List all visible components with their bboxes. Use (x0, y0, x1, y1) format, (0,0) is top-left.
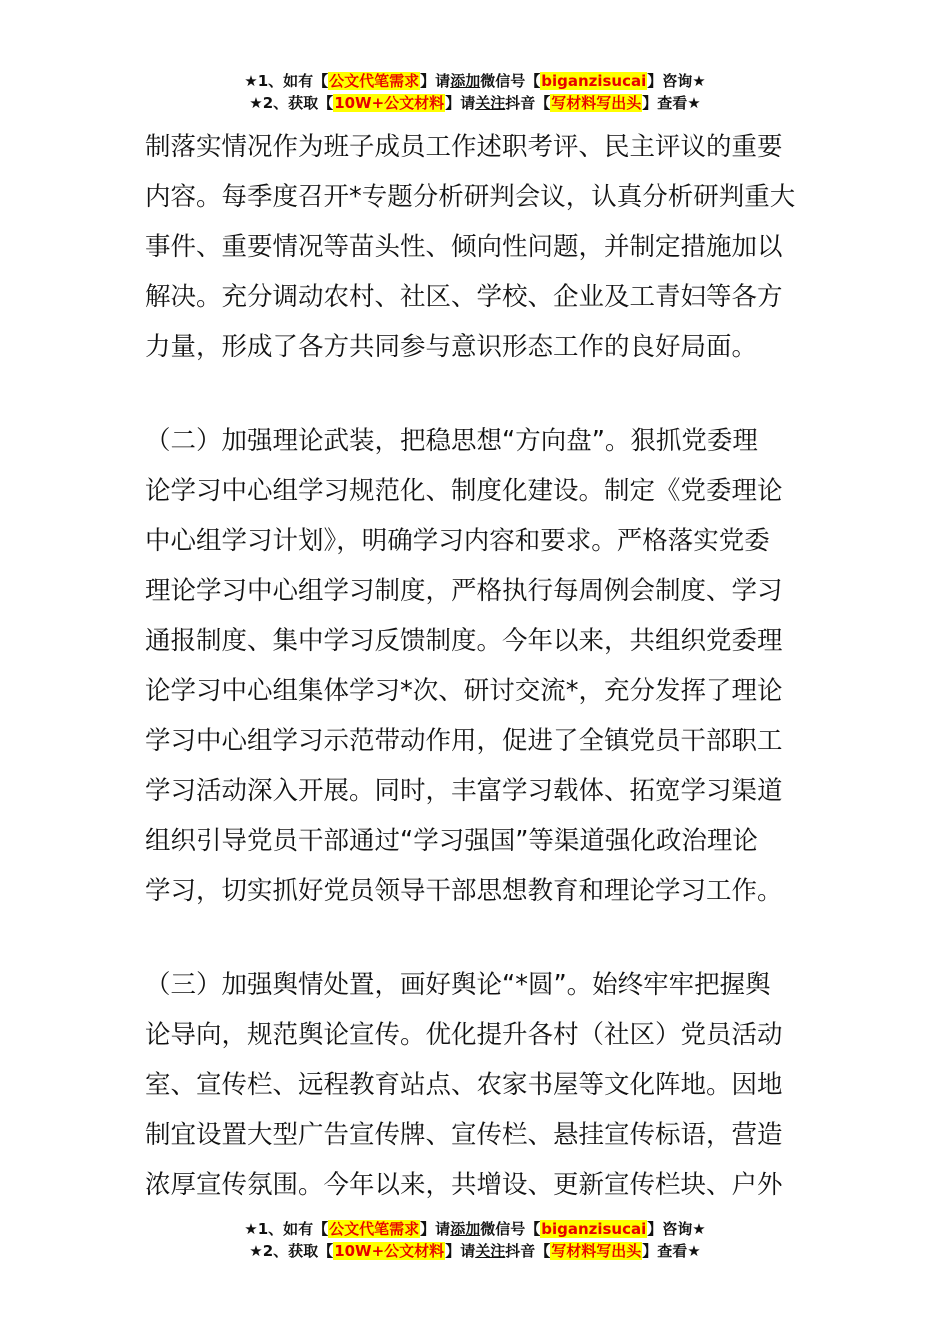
paragraph (145, 122, 809, 372)
document-body (145, 122, 809, 1210)
text-line: 学习中心组学习示范带动作用，促进了全镇党员干部职工 (145, 726, 783, 756)
text-line: 论学习中心组集体学习*次、研讨交流*，充分发挥了理论 (145, 676, 783, 706)
banner-text: 】查看★ (642, 94, 701, 112)
text-line: 理论学习中心组学习制度，严格执行每周例会制度、学习 (145, 576, 783, 606)
banner-text: 抖音【 (505, 94, 551, 112)
banner-highlight: 10W+公文材料 (334, 94, 445, 112)
banner-text: 】请 (445, 94, 476, 112)
text-line: 力量，形成了各方共同参与意识形态工作的良好局面。 (145, 332, 758, 362)
banner-line-2 (0, 92, 950, 114)
banner-text: 微信号【 (480, 1220, 541, 1238)
text-line: （二）加强理论武装，把稳思想“方向盘”。狠抓党委理 (145, 426, 758, 456)
text-line: 学习活动深入开展。同时，丰富学习载体、拓宽学习渠道 (145, 776, 783, 806)
banner-underlined: 关注 (475, 1242, 506, 1260)
text-line: （三）加强舆情处置，画好舆论“*圆”。始终牢牢把握舆 (145, 970, 771, 1000)
banner-highlight: 写材料写出头 (551, 94, 642, 112)
text-line: 浓厚宣传氛围。今年以来，共增设、更新宣传栏块、户外 (145, 1170, 783, 1200)
text-line: 制落实情况作为班子成员工作述职考评、民主评议的重要 (145, 132, 783, 162)
text-line: 论学习中心组学习规范化、制度化建设。制定《党委理论 (145, 476, 783, 506)
banner-text: 】查看★ (642, 1242, 701, 1260)
banner-text: 】请 (445, 1242, 476, 1260)
text-line: 论导向，规范舆论宣传。优化提升各村（社区）党员活动 (145, 1020, 783, 1050)
banner-highlight: 公文代笔需求 (329, 1220, 420, 1238)
paragraph-gap (145, 916, 809, 960)
banner-highlight: 写材料写出头 (551, 1242, 642, 1260)
text-line: 事件、重要情况等苗头性、倾向性问题，并制定措施加以 (145, 232, 783, 262)
banner-highlight: biganzisucai (541, 1220, 647, 1238)
banner-highlight: biganzisucai (541, 72, 647, 90)
banner-underlined: 关注 (475, 94, 506, 112)
banner-highlight: 公文代笔需求 (329, 72, 420, 90)
text-line: 学习，切实抓好党员领导干部思想教育和理论学习工作。 (145, 876, 783, 906)
text-line: 室、宣传栏、远程教育站点、农家书屋等文化阵地。因地 (145, 1070, 783, 1100)
banner-text: ★2、获取【 (249, 94, 334, 112)
text-line: 制宜设置大型广告宣传牌、宣传栏、悬挂宣传标语，营造 (145, 1120, 783, 1150)
banner-text: ★1、如有【 (244, 72, 329, 90)
header-banner (0, 70, 950, 114)
banner-text: 微信号【 (480, 72, 541, 90)
banner-text: ★2、获取【 (249, 1242, 334, 1260)
banner-underlined: 添加 (450, 72, 481, 90)
banner-highlight: 10W+公文材料 (334, 1242, 445, 1260)
banner-text: ★1、如有【 (244, 1220, 329, 1238)
banner-line-1 (0, 1218, 950, 1240)
banner-text: 】咨询★ (647, 1220, 706, 1238)
banner-text: 】请 (420, 72, 451, 90)
text-line: 中心组学习计划》，明确学习内容和要求。严格落实党委 (145, 526, 770, 556)
text-line: 解决。充分调动农村、社区、学校、企业及工青妇等各方 (145, 282, 783, 312)
banner-text: 】咨询★ (647, 72, 706, 90)
banner-line-1 (0, 70, 950, 92)
paragraph (145, 416, 809, 916)
footer-banner (0, 1218, 950, 1262)
banner-underlined: 添加 (450, 1220, 481, 1238)
text-line: 组织引导党员干部通过“学习强国”等渠道强化政治理论 (145, 826, 758, 856)
banner-text: 】请 (420, 1220, 451, 1238)
text-line: 通报制度、集中学习反馈制度。今年以来，共组织党委理 (145, 626, 783, 656)
paragraph-gap (145, 372, 809, 416)
banner-line-2 (0, 1240, 950, 1262)
paragraph (145, 960, 809, 1210)
banner-text: 抖音【 (505, 1242, 551, 1260)
text-line: 内容。每季度召开*专题分析研判会议，认真分析研判重大 (145, 182, 796, 212)
